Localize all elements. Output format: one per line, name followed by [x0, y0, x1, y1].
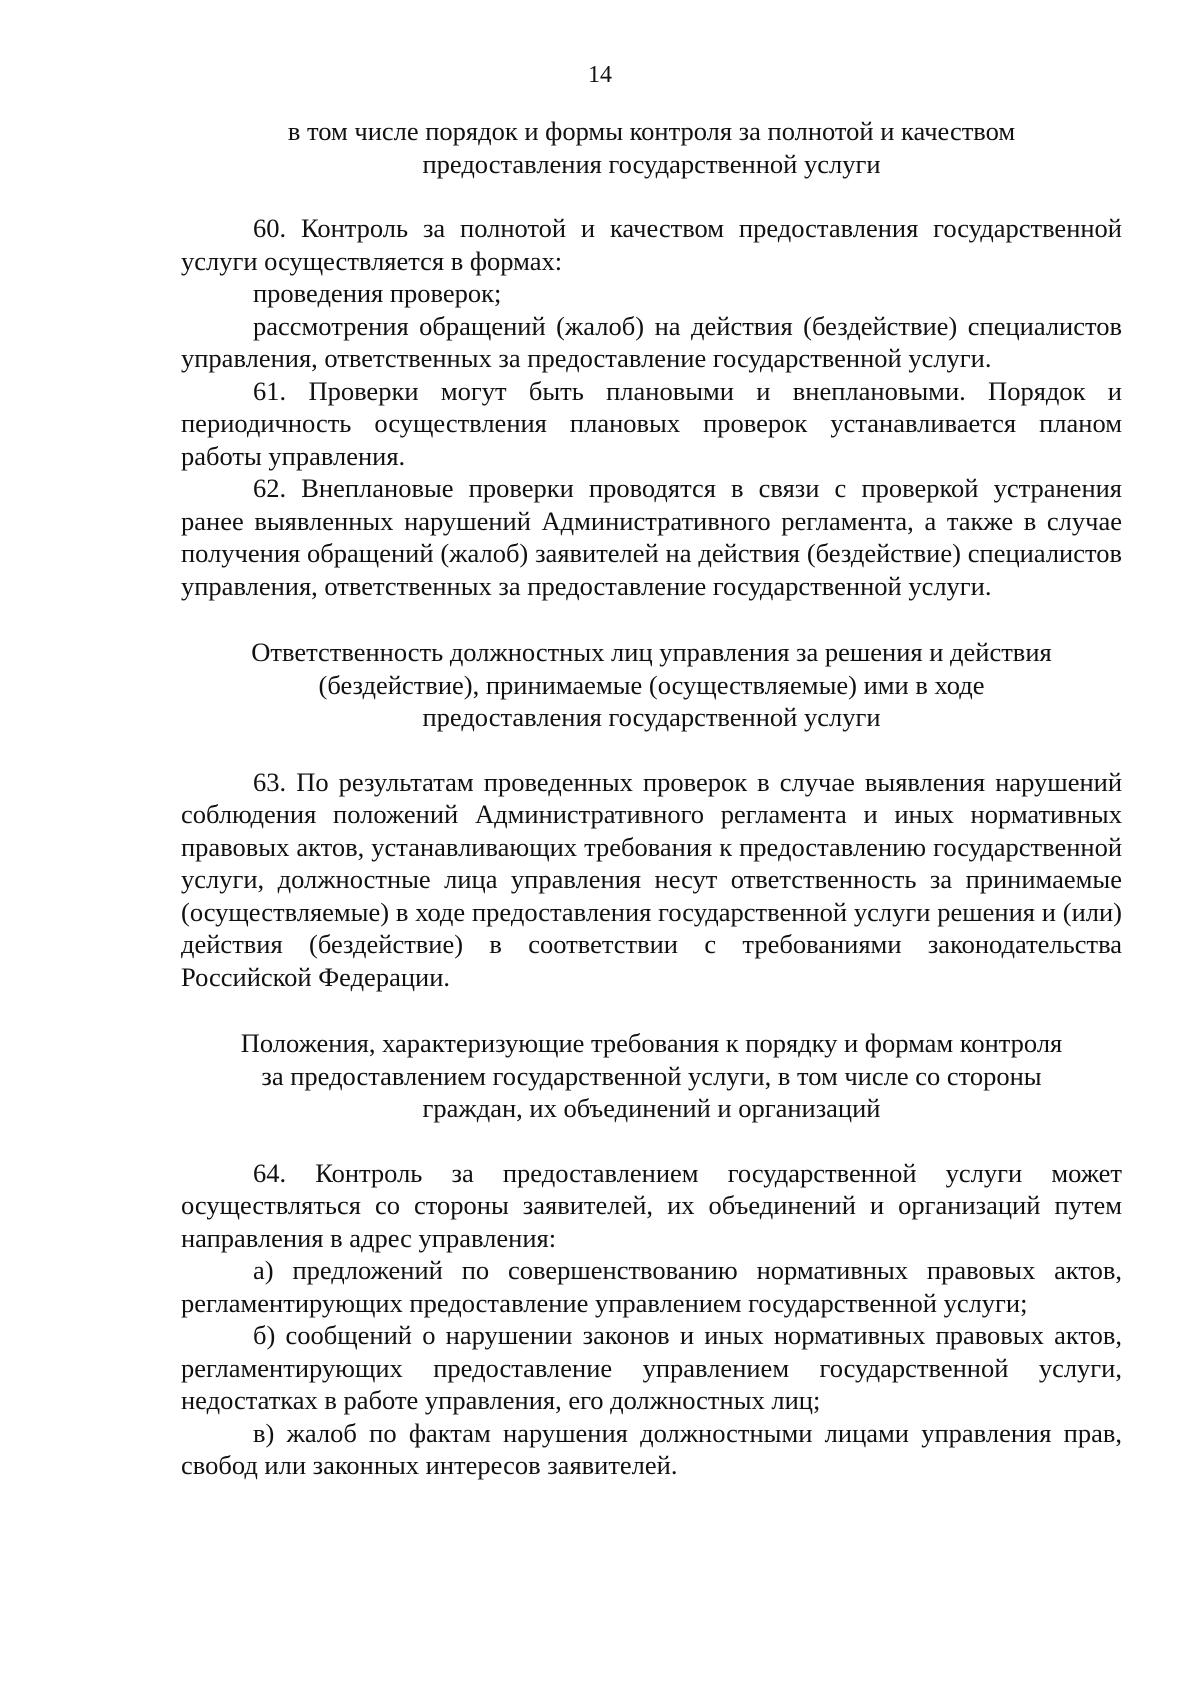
heading-line: предоставления государственной услуги	[422, 148, 881, 179]
section-heading-control-forms	[181, 115, 1122, 180]
paragraph-60-item-complaints: рассмотрения обращений (жалоб) на действия (бездействие) специалистов управления, ответственных за предоставление государственной услуги.	[181, 310, 1122, 373]
heading-line: за предоставлением государственной услуги, в том числе со стороны	[261, 1060, 1042, 1091]
page-content	[181, 115, 1122, 1482]
section-heading-responsibility	[181, 636, 1122, 734]
spacer	[181, 1125, 1122, 1157]
paragraph-62: 62. Внеплановые проверки проводятся в связи с проверкой устранения ранее выявленных нарушений Административного регламента, а также в случае получения обращений (жалоб) заявителей на действия (бездействие) специалистов управления, ответственных за предоставление государственной услуги.	[181, 473, 1122, 601]
spacer	[181, 734, 1122, 766]
paragraph-64: 64. Контроль за предоставлением государственной услуги может осуществляться со стороны заявителей, их объединений и организаций путем направления в адрес управления:	[181, 1157, 1122, 1253]
page-number: 14	[588, 62, 612, 88]
heading-line: предоставления государственной услуги	[422, 702, 881, 732]
paragraph-60: 60. Контроль за полнотой и качеством предоставления государственной услуги осуществляется в формах:	[181, 213, 1122, 276]
paragraph-61: 61. Проверки могут быть плановыми и внеплановыми. Порядок и периодичность осуществления плановых проверок устанавливается планом работы управления.	[181, 375, 1122, 471]
heading-line: в том числе порядок и формы контроля за полнотой и качеством	[287, 116, 1016, 146]
heading-line: граждан, их объединений и организаций	[422, 1093, 881, 1123]
paragraph-63: 63. По результатам проведенных проверок в случае выявления нарушений соблюдения положений Административного регламента и иных нормативных правовых актов, устанавливающих требования к предоставлению государственной услуги, должностные лица управления несут ответственность за принимаемые (осуществляемые) в ходе предоставления государственной услуги решения и (или) действия (бездействие) в соответствии с требованиями законодательства Российской Федерации.	[181, 766, 1122, 992]
paragraph-64-item-a: а) предложений по совершенствованию нормативных правовых актов, регламентирующих предоставление управлением государственной услуги;	[181, 1255, 1122, 1318]
heading-line: Положения, характеризующие требования к порядку и формам контроля	[240, 1028, 1063, 1058]
heading-line: (бездействие), принимаемые (осуществляемые) ими в ходе	[318, 669, 985, 700]
spacer	[181, 180, 1122, 212]
section-heading-citizen-control	[181, 1027, 1122, 1125]
paragraph-60-item-inspections: проведения проверок;	[253, 278, 502, 308]
spacer	[181, 993, 1122, 1027]
spacer	[181, 602, 1122, 636]
paragraph-64-item-b: б) сообщений о нарушении законов и иных нормативных правовых актов, регламентирующих предоставление управлением государственной услуги, недостатках в работе управления, его должностных лиц;	[181, 1320, 1122, 1415]
paragraph-64-item-c: в) жалоб по фактам нарушения должностными лицами управления прав, свобод или законных интересов заявителей.	[181, 1417, 1122, 1480]
heading-line: Ответственность должностных лиц управления за решения и действия	[251, 637, 1052, 667]
